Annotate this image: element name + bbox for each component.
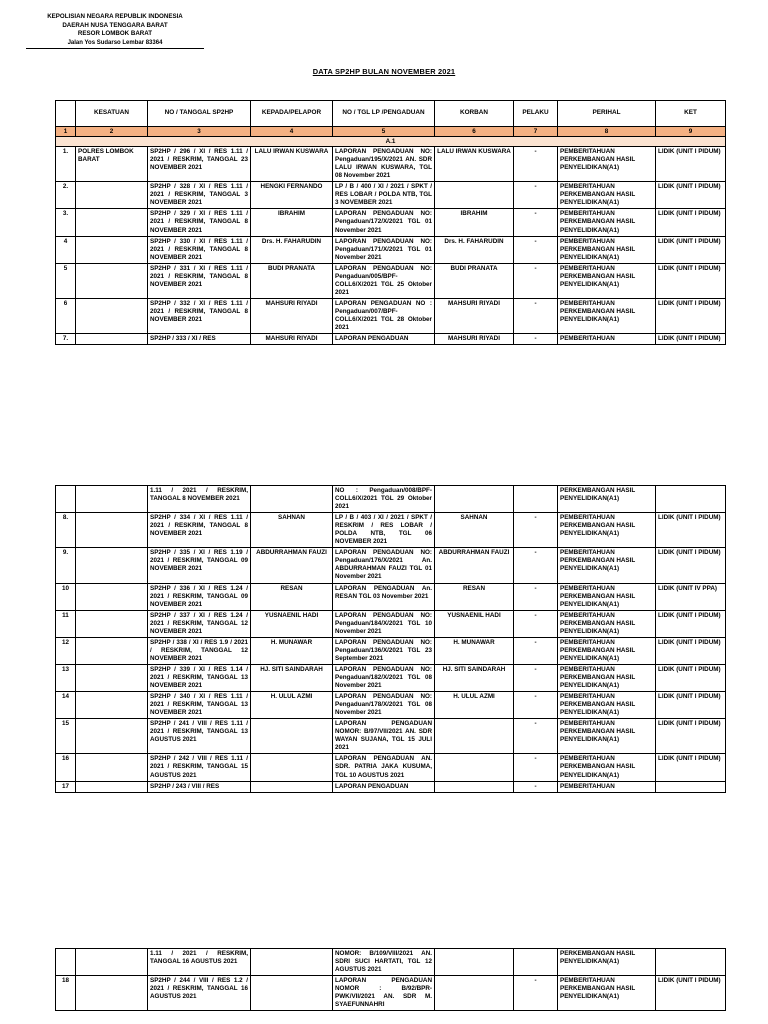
cell-lp: LAPORAN PENGADUAN An. RESAN TGL 03 November 2021 bbox=[333, 583, 435, 610]
cell-ket: LIDIK (UNIT I PIDUM) bbox=[656, 147, 726, 182]
cell-pelapor: SAHNAN bbox=[251, 513, 333, 548]
cell-korban bbox=[435, 719, 514, 754]
cell-pelaku: - bbox=[514, 719, 558, 754]
cell-kesatuan bbox=[76, 334, 148, 345]
cell-ket: LIDIK (UNIT I PIDUM) bbox=[656, 719, 726, 754]
cell-pelaku: - bbox=[514, 692, 558, 719]
cell-kesatuan bbox=[76, 209, 148, 236]
cell-ket: LIDIK (UNIT I PIDUM) bbox=[656, 664, 726, 691]
table-row bbox=[56, 692, 726, 719]
cell-korban: SAHNAN bbox=[435, 513, 514, 548]
cell-korban bbox=[435, 754, 514, 781]
cell-pelapor: HJ. SITI SAINDARAH bbox=[251, 664, 333, 691]
cell-ket: LIDIK (UNIT I PIDUM) bbox=[656, 263, 726, 298]
cell-korban bbox=[435, 976, 514, 1011]
cell-kesatuan bbox=[76, 583, 148, 610]
cell-pelapor: H. ULUL AZMI bbox=[251, 692, 333, 719]
table-row bbox=[56, 781, 726, 792]
cell-korban: MAHSURI RIYADI bbox=[435, 298, 514, 333]
letterhead-line-1: KEPOLISIAN NEGARA REPUBLIK INDONESIA bbox=[47, 13, 183, 20]
cell-korban: BUDI PRANATA bbox=[435, 263, 514, 298]
cell-sp2hp: SP2HP / 337 / XI / RES 1.24 / 2021 / RESKRIM, TANGGAL 12 NOVEMBER 2021 bbox=[148, 610, 251, 637]
table-row bbox=[56, 664, 726, 691]
cell-sp2hp: SP2HP / 332 / XI / RES 1.11 / 2021 / RESKRIM, TANGGAL 8 NOVEMBER 2021 bbox=[148, 298, 251, 333]
cell-sp2hp: SP2HP / 244 / VIII / RES 1.2 / 2021 / RESKRIM, TANGGAL 16 AGUSTUS 2021 bbox=[148, 976, 251, 1011]
cell-ket: LIDIK (UNIT I PIDUM) bbox=[656, 236, 726, 263]
cell-perihal: PEMBERITAHUAN bbox=[558, 781, 656, 792]
sp2hp-table-page-1 bbox=[55, 100, 726, 345]
sp2hp-table-page-3 bbox=[55, 948, 726, 1011]
cell-lp: LAPORAN PENGADUAN NO : Pengaduan/007/BPF-COLL6/X/2021 TGL 28 Oktober 2021 bbox=[333, 298, 435, 333]
column-number: 7 bbox=[514, 127, 558, 137]
cell-kesatuan bbox=[76, 486, 148, 513]
cell-kesatuan bbox=[76, 298, 148, 333]
cell-korban: Drs. H. FAHARUDIN bbox=[435, 236, 514, 263]
cell-korban: H. ULUL AZMI bbox=[435, 692, 514, 719]
cell-kesatuan bbox=[76, 664, 148, 691]
cell-sp2hp: SP2HP / 242 / VIII / RES 1.11 / 2021 / RESKRIM, TANGGAL 15 AGUSTUS 2021 bbox=[148, 754, 251, 781]
cell-pelaku: - bbox=[514, 781, 558, 792]
table-row bbox=[56, 147, 726, 182]
cell-korban: H. MUNAWAR bbox=[435, 637, 514, 664]
cell-ket: LIDIK (UNIT I PIDUM) bbox=[656, 209, 726, 236]
cell-pelapor bbox=[251, 719, 333, 754]
cell-korban: MAHSURI RIYADI bbox=[435, 334, 514, 345]
cell-kesatuan bbox=[76, 513, 148, 548]
cell-pelapor: HENGKI FERNANDO bbox=[251, 182, 333, 209]
cell-no: 18 bbox=[56, 976, 76, 1011]
table-body-page-1 bbox=[56, 147, 726, 345]
cell-lp: LAPORAN PENGADUAN bbox=[333, 334, 435, 345]
cell-kesatuan bbox=[76, 236, 148, 263]
section-row bbox=[56, 137, 726, 147]
cell-lp: LAPORAN PENGADUAN AN. SDR. PATRIA JAKA KUSUMA, TGL 10 AGUSTUS 2021 bbox=[333, 754, 435, 781]
cell-pelaku: - bbox=[514, 513, 558, 548]
table-row bbox=[56, 548, 726, 583]
cell-kesatuan bbox=[76, 610, 148, 637]
cell-sp2hp: SP2HP / 334 / XI / RES 1.11 / 2021 / RESKRIM, TANGGAL 8 NOVEMBER 2021 bbox=[148, 513, 251, 548]
cell-korban bbox=[435, 182, 514, 209]
table-row bbox=[56, 976, 726, 1011]
cell-sp2hp: SP2HP / 241 / VIII / RES 1.11 / 2021 / RESKRIM, TANGGAL 13 AGUSTUS 2021 bbox=[148, 719, 251, 754]
cell-kesatuan bbox=[76, 637, 148, 664]
cell-kesatuan bbox=[76, 754, 148, 781]
cell-ket: LIDIK (UNIT IV PPA) bbox=[656, 583, 726, 610]
cell-perihal: PEMBERITAHUAN PERKEMBANGAN HASIL PENYELIDIKAN(A1) bbox=[558, 513, 656, 548]
cell-perihal: PEMBERITAHUAN PERKEMBANGAN HASIL PENYELIDIKAN(A1) bbox=[558, 548, 656, 583]
table-row bbox=[56, 949, 726, 976]
cell-perihal: PERKEMBANGAN HASIL PENYELIDIKAN(A1) bbox=[558, 486, 656, 513]
cell-pelaku: - bbox=[514, 298, 558, 333]
cell-perihal: PEMBERITAHUAN PERKEMBANGAN HASIL PENYELIDIKAN(A1) bbox=[558, 754, 656, 781]
cell-pelapor bbox=[251, 949, 333, 976]
table-row bbox=[56, 236, 726, 263]
cell-pelaku: - bbox=[514, 637, 558, 664]
cell-no: 17 bbox=[56, 781, 76, 792]
cell-ket: LIDIK (UNIT I PIDUM) bbox=[656, 754, 726, 781]
cell-no bbox=[56, 949, 76, 976]
cell-sp2hp: SP2HP / 336 / XI / RES 1.24 / 2021 / RESKRIM, TANGGAL 09 NOVEMBER 2021 bbox=[148, 583, 251, 610]
cell-sp2hp: SP2HP / 331 / XI / RES 1.11 / 2021 / RESKRIM, TANGGAL 8 NOVEMBER 2021 bbox=[148, 263, 251, 298]
col-header-no bbox=[56, 101, 76, 127]
table-row bbox=[56, 754, 726, 781]
cell-kesatuan bbox=[76, 719, 148, 754]
cell-pelaku: - bbox=[514, 263, 558, 298]
page-title: DATA SP2HP BULAN NOVEMBER 2021 bbox=[312, 67, 456, 76]
letterhead-rule bbox=[26, 48, 204, 49]
col-header-pelaku: PELAKU bbox=[514, 101, 558, 127]
cell-lp: LAPORAN PENGADUAN NO: Pengaduan/182/X/2021 TGL 08 November 2021 bbox=[333, 664, 435, 691]
cell-sp2hp: SP2HP / 338 / XI / RES 1.9 / 2021 / RESKRIM, TANGGAL 12 NOVEMBER 2021 bbox=[148, 637, 251, 664]
cell-no: 13 bbox=[56, 664, 76, 691]
cell-kesatuan bbox=[76, 692, 148, 719]
cell-pelaku: - bbox=[514, 976, 558, 1011]
cell-lp: LAPORAN PENGADUAN NO: Pengaduan/136/X/2021 TGL 23 September 2021 bbox=[333, 637, 435, 664]
table-row bbox=[56, 486, 726, 513]
cell-pelaku: - bbox=[514, 664, 558, 691]
cell-pelapor bbox=[251, 754, 333, 781]
cell-pelapor: MAHSURI RIYADI bbox=[251, 334, 333, 345]
column-number: 5 bbox=[333, 127, 435, 137]
cell-kesatuan bbox=[76, 976, 148, 1011]
cell-ket bbox=[656, 486, 726, 513]
table-header-row bbox=[56, 101, 726, 127]
cell-lp: LAPORAN PENGADUAN NO: Pengaduan/005/BPF-COLL6/X/2021 TGL 25 Oktober 2021 bbox=[333, 263, 435, 298]
cell-pelaku: - bbox=[514, 209, 558, 236]
cell-sp2hp: SP2HP / 339 / XI / RES 1.14 / 2021 / RESKRIM, TANGGAL 13 NOVEMBER 2021 bbox=[148, 664, 251, 691]
letterhead-line-3: RESOR LOMBOK BARAT bbox=[77, 30, 153, 38]
cell-lp: LP / B / 403 / XI / 2021 / SPKT / RESKRIM / RES LOBAR / POLDA NTB, TGL 06 NOVEMBER 2021 bbox=[333, 513, 435, 548]
cell-pelapor bbox=[251, 976, 333, 1011]
col-header-perihal: PERIHAL bbox=[558, 101, 656, 127]
table-row bbox=[56, 583, 726, 610]
cell-ket: LIDIK (UNIT I PIDUM) bbox=[656, 610, 726, 637]
cell-pelaku: - bbox=[514, 236, 558, 263]
cell-ket bbox=[656, 781, 726, 792]
cell-perihal: PEMBERITAHUAN PERKEMBANGAN HASIL PENYELIDIKAN(A1) bbox=[558, 719, 656, 754]
cell-pelapor: MAHSURI RIYADI bbox=[251, 298, 333, 333]
cell-no: 5 bbox=[56, 263, 76, 298]
cell-pelapor: ABDURRAHMAN FAUZI bbox=[251, 548, 333, 583]
cell-korban: HJ. SITI SAINDARAH bbox=[435, 664, 514, 691]
cell-korban bbox=[435, 781, 514, 792]
cell-lp: LAPORAN PENGADUAN NO: Pengaduan/178/X/2021 TGL 08 November 2021 bbox=[333, 692, 435, 719]
cell-pelapor: IBRAHIM bbox=[251, 209, 333, 236]
cell-ket: LIDIK (UNIT I PIDUM) bbox=[656, 182, 726, 209]
cell-pelaku: - bbox=[514, 610, 558, 637]
col-header-ket: KET bbox=[656, 101, 726, 127]
cell-pelapor bbox=[251, 781, 333, 792]
cell-ket: LIDIK (UNIT I PIDUM) bbox=[656, 637, 726, 664]
cell-korban: LALU IRWAN KUSWARA bbox=[435, 147, 514, 182]
cell-no: 4 bbox=[56, 236, 76, 263]
col-header-kepada-pelapor: KEPADA/PELAPOR bbox=[251, 101, 333, 127]
cell-pelapor: RESAN bbox=[251, 583, 333, 610]
cell-no: 11 bbox=[56, 610, 76, 637]
cell-pelaku: - bbox=[514, 182, 558, 209]
cell-perihal: PEMBERITAHUAN PERKEMBANGAN HASIL PENYELIDIKAN(A1) bbox=[558, 637, 656, 664]
cell-pelaku: - bbox=[514, 583, 558, 610]
cell-no: 14 bbox=[56, 692, 76, 719]
cell-lp: LAPORAN PENGADUAN NOMOR : B/92/BPR-PWK/VII/2021 AN. SDR M. SYAEFUNNAHRI bbox=[333, 976, 435, 1011]
cell-pelaku: - bbox=[514, 147, 558, 182]
cell-korban bbox=[435, 949, 514, 976]
cell-perihal: PEMBERITAHUAN PERKEMBANGAN HASIL PENYELIDIKAN(A1) bbox=[558, 182, 656, 209]
cell-kesatuan bbox=[76, 949, 148, 976]
col-header-kesatuan: KESATUAN bbox=[76, 101, 148, 127]
cell-korban: IBRAHIM bbox=[435, 209, 514, 236]
cell-pelapor: YUSNAENIL HADI bbox=[251, 610, 333, 637]
column-number: 8 bbox=[558, 127, 656, 137]
cell-lp: LAPORAN PENGADUAN NO: Pengaduan/172/X/2021 TGL 01 November 2021 bbox=[333, 209, 435, 236]
cell-kesatuan: POLRES LOMBOK BARAT bbox=[76, 147, 148, 182]
cell-perihal: PEMBERITAHUAN PERKEMBANGAN HASIL PENYELIDIKAN(A1) bbox=[558, 583, 656, 610]
cell-lp: LAPORAN PENGADUAN bbox=[333, 781, 435, 792]
cell-sp2hp: SP2HP / 243 / VIII / RES bbox=[148, 781, 251, 792]
cell-pelapor: BUDI PRANATA bbox=[251, 263, 333, 298]
cell-pelapor: Drs. H. FAHARUDIN bbox=[251, 236, 333, 263]
letterhead bbox=[26, 13, 204, 49]
letterhead-address: Jalan Yos Sudarso Lembar 83364 bbox=[67, 40, 163, 47]
cell-sp2hp: SP2HP / 340 / XI / RES 1.11 / 2021 / RESKRIM, TANGGAL 13 NOVEMBER 2021 bbox=[148, 692, 251, 719]
cell-kesatuan bbox=[76, 781, 148, 792]
cell-korban: YUSNAENIL HADI bbox=[435, 610, 514, 637]
cell-lp: LAPORAN PENGADUAN NO: Pengaduan/195/X/2021 AN. SDR LALU IRWAN KUSWARA, TGL 08 November 2021 bbox=[333, 147, 435, 182]
cell-perihal: PEMBERITAHUAN PERKEMBANGAN HASIL PENYELIDIKAN(A1) bbox=[558, 209, 656, 236]
cell-perihal: PEMBERITAHUAN PERKEMBANGAN HASIL PENYELIDIKAN(A1) bbox=[558, 263, 656, 298]
column-number: 6 bbox=[435, 127, 514, 137]
cell-pelaku: - bbox=[514, 754, 558, 781]
table-row bbox=[56, 719, 726, 754]
letterhead-line-2: DAERAH NUSA TENGGARA BARAT bbox=[62, 21, 168, 29]
cell-pelaku bbox=[514, 949, 558, 976]
cell-sp2hp: SP2HP / 328 / XI / RES 1.11 / 2021 / RESKRIM, TANGGAL 3 NOVEMBER 2021 bbox=[148, 182, 251, 209]
cell-no: 12 bbox=[56, 637, 76, 664]
cell-no: 9. bbox=[56, 548, 76, 583]
cell-sp2hp: SP2HP / 335 / XI / RES 1.19 / 2021 / RESKRIM, TANGGAL 09 NOVEMBER 2021 bbox=[148, 548, 251, 583]
table-row bbox=[56, 610, 726, 637]
cell-sp2hp: SP2HP / 329 / XI / RES 1.11 / 2021 / RESKRIM, TANGGAL 8 NOVEMBER 2021 bbox=[148, 209, 251, 236]
table-row bbox=[56, 209, 726, 236]
table-body-page-3 bbox=[56, 949, 726, 1011]
cell-sp2hp: SP2HP / 330 / XI / RES 1.11 / 2021 / RESKRIM, TANGGAL 8 NOVEMBER 2021 bbox=[148, 236, 251, 263]
cell-no: 16 bbox=[56, 754, 76, 781]
cell-perihal: PEMBERITAHUAN PERKEMBANGAN HASIL PENYELIDIKAN(A1) bbox=[558, 664, 656, 691]
table-row bbox=[56, 298, 726, 333]
cell-ket: LIDIK (UNIT I PIDUM) bbox=[656, 548, 726, 583]
cell-kesatuan bbox=[76, 182, 148, 209]
cell-lp: LAPORAN PENGADUAN NOMOR: B/97/VII/2021 AN. SDR WAYAN SUJANA, TGL 15 JULI 2021 bbox=[333, 719, 435, 754]
col-header-no-tgl-lp-pengaduan: NO / TGL LP /PENGADUAN bbox=[333, 101, 435, 127]
cell-no: 15 bbox=[56, 719, 76, 754]
table-body-page-2 bbox=[56, 486, 726, 793]
table-row bbox=[56, 334, 726, 345]
cell-korban: ABDURRAHMAN FAUZI bbox=[435, 548, 514, 583]
cell-lp: NO : Pengaduan/008/BPF-COLL6/X/2021 TGL 29 Oktober 2021 bbox=[333, 486, 435, 513]
cell-pelaku: - bbox=[514, 548, 558, 583]
cell-pelaku bbox=[514, 486, 558, 513]
section-label: A.1 bbox=[56, 137, 726, 147]
column-number: 9 bbox=[656, 127, 726, 137]
cell-lp: LAPORAN PENGADUAN NO: Pengaduan/171/X/2021 TGL 01 November 2021 bbox=[333, 236, 435, 263]
cell-no: 7. bbox=[56, 334, 76, 345]
table-row bbox=[56, 182, 726, 209]
cell-no: 1. bbox=[56, 147, 76, 182]
cell-lp: NOMOR: B/109/VIII/2021 AN. SDRI SUCI HARTATI, TGL 12 AGUSTUS 2021 bbox=[333, 949, 435, 976]
cell-kesatuan bbox=[76, 263, 148, 298]
cell-ket: LIDIK (UNIT I PIDUM) bbox=[656, 692, 726, 719]
cell-no: 3. bbox=[56, 209, 76, 236]
column-number: 4 bbox=[251, 127, 333, 137]
cell-pelapor bbox=[251, 486, 333, 513]
cell-lp: LAPORAN PENGADUAN NO: Pengaduan/176/X/2021 An. ABDURRAHMAN FAUZI TGL 01 November 2021 bbox=[333, 548, 435, 583]
cell-sp2hp: 1.11 / 2021 / RESKRIM, TANGGAL 16 AGUSTUS 2021 bbox=[148, 949, 251, 976]
col-header-korban: KORBAN bbox=[435, 101, 514, 127]
column-number: 2 bbox=[76, 127, 148, 137]
cell-perihal: PEMBERITAHUAN PERKEMBANGAN HASIL PENYELIDIKAN(A1) bbox=[558, 610, 656, 637]
column-number-row bbox=[56, 127, 726, 137]
cell-no: 8. bbox=[56, 513, 76, 548]
cell-ket: LIDIK (UNIT I PIDUM) bbox=[656, 298, 726, 333]
cell-no: 6 bbox=[56, 298, 76, 333]
cell-ket: LIDIK (UNIT I PIDUM) bbox=[656, 334, 726, 345]
cell-sp2hp: SP2HP / 296 / XI / RES 1.11 / 2021 / RESKRIM, TANGGAL 23 NOVEMBER 2021 bbox=[148, 147, 251, 182]
table-row bbox=[56, 263, 726, 298]
cell-sp2hp: 1.11 / 2021 / RESKRIM, TANGGAL 8 NOVEMBER 2021 bbox=[148, 486, 251, 513]
cell-no bbox=[56, 486, 76, 513]
cell-sp2hp: SP2HP / 333 / XI / RES bbox=[148, 334, 251, 345]
cell-korban: RESAN bbox=[435, 583, 514, 610]
cell-perihal: PEMBERITAHUAN PERKEMBANGAN HASIL PENYELIDIKAN(A1) bbox=[558, 147, 656, 182]
cell-lp: LP / B / 400 / XI / 2021 / SPKT / RES LOBAR / POLDA NTB, TGL 3 NOVEMBER 2021 bbox=[333, 182, 435, 209]
cell-lp: LAPORAN PENGADUAN NO: Pengaduan/184/X/2021 TGL 10 November 2021 bbox=[333, 610, 435, 637]
column-number: 1 bbox=[56, 127, 76, 137]
cell-ket: LIDIK (UNIT I PIDUM) bbox=[656, 976, 726, 1011]
cell-kesatuan bbox=[76, 548, 148, 583]
table-row bbox=[56, 513, 726, 548]
cell-perihal: PEMBERITAHUAN PERKEMBANGAN HASIL PENYELIDIKAN(A1) bbox=[558, 692, 656, 719]
cell-no: 10 bbox=[56, 583, 76, 610]
cell-pelapor: LALU IRWAN KUSWARA bbox=[251, 147, 333, 182]
sp2hp-table-page-2 bbox=[55, 485, 726, 793]
cell-perihal: PEMBERITAHUAN PERKEMBANGAN HASIL PENYELIDIKAN(A1) bbox=[558, 236, 656, 263]
col-header-no-tanggal-sp2hp: NO / TANGGAL SP2HP bbox=[148, 101, 251, 127]
cell-perihal: PEMBERITAHUAN PERKEMBANGAN HASIL PENYELIDIKAN(A1) bbox=[558, 298, 656, 333]
cell-no: 2. bbox=[56, 182, 76, 209]
cell-pelapor: H. MUNAWAR bbox=[251, 637, 333, 664]
cell-ket: LIDIK (UNIT I PIDUM) bbox=[656, 513, 726, 548]
cell-perihal: PEMBERITAHUAN bbox=[558, 334, 656, 345]
cell-ket bbox=[656, 949, 726, 976]
cell-perihal: PERKEMBANGAN HASIL PENYELIDIKAN(A1) bbox=[558, 949, 656, 976]
cell-pelaku: - bbox=[514, 334, 558, 345]
cell-perihal: PEMBERITAHUAN PERKEMBANGAN HASIL PENYELIDIKAN(A1) bbox=[558, 976, 656, 1011]
table-row bbox=[56, 637, 726, 664]
column-number: 3 bbox=[148, 127, 251, 137]
cell-korban bbox=[435, 486, 514, 513]
